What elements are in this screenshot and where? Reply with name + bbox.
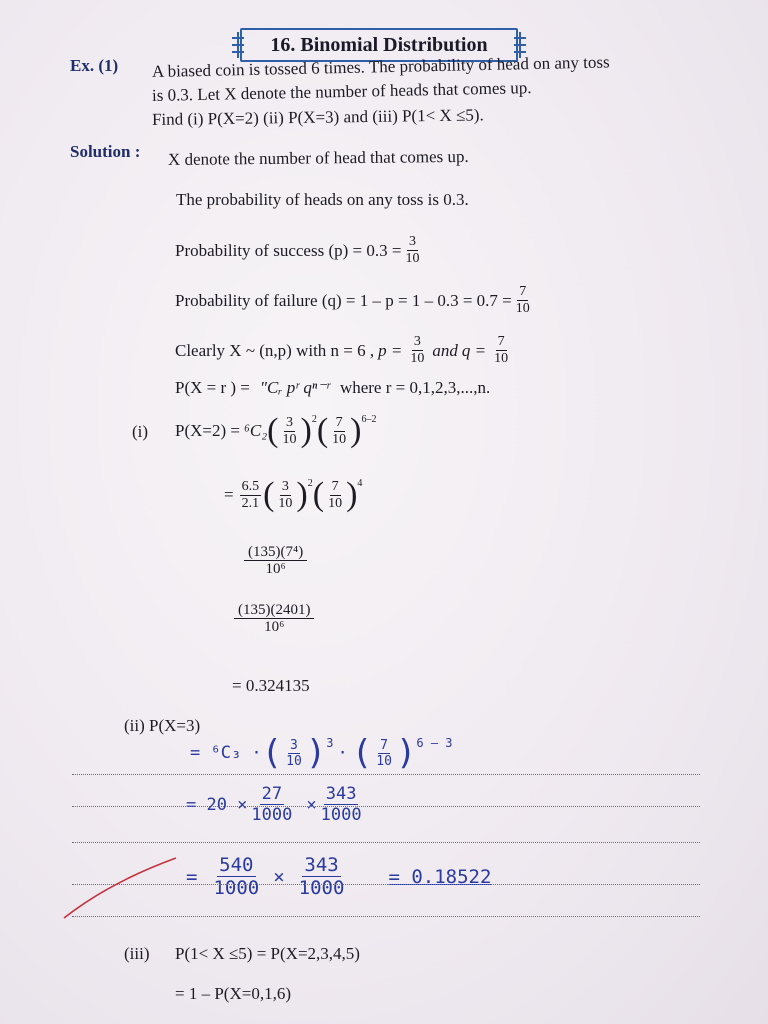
fraction-numerator: 3 [285, 414, 293, 430]
pmf-rhs: "Cᵣ pʳ qⁿ⁻ʳ [259, 378, 330, 397]
failure-text: Probability of failure (q) = 1 – p = 1 – 0.3 = 0.7 = [175, 290, 512, 310]
three-tenths-fraction [280, 415, 298, 448]
part-iii-line-1: P(1< X ≤5) = P(X=2,3,4,5) [175, 944, 360, 963]
fraction-numerator: 343 [325, 784, 357, 804]
fraction-denominator: 10⁶ [264, 619, 285, 635]
fraction-denominator: 1000 [320, 805, 362, 825]
fraction-denominator: 10 [494, 351, 509, 366]
hand-step-3-prefix: = [186, 865, 198, 888]
open-paren: ( [316, 412, 329, 449]
fraction-denominator: 10 [515, 301, 530, 316]
margin-check-mark [60, 852, 180, 922]
fraction-numerator: 6.5 [241, 478, 260, 494]
exponent: 2 [311, 414, 317, 425]
fraction-numerator: 7 [335, 414, 343, 430]
fraction-numerator: 3 [290, 737, 298, 753]
part-i-step-3 [242, 544, 309, 577]
hand-fraction [321, 784, 362, 825]
handwritten-step-2 [186, 784, 366, 825]
hand-fraction [251, 784, 292, 825]
clearly-text: Clearly X ~ (n,p) with n = 6 , [175, 340, 375, 360]
three-tenths-fraction [276, 479, 294, 512]
problem-line-1: A biased coin is tossed 6 times. The probability of head on any toss [151, 52, 610, 81]
failure-fraction [514, 284, 532, 317]
close-paren: ) [305, 733, 327, 773]
pmf-lhs: P(X = r ) = [175, 378, 250, 397]
fraction-numerator: 7 [331, 478, 339, 494]
fraction-numerator: 3 [408, 234, 416, 249]
p-fraction [408, 334, 426, 367]
fraction-numerator: 343 [304, 854, 339, 876]
fraction-numerator: (135)(2401) [234, 602, 314, 619]
failure-probability [175, 284, 534, 317]
solution-line-1: X denote the number of head that comes up. [167, 146, 469, 169]
exponent: 4 [357, 478, 363, 489]
fraction-denominator: 1000 [298, 877, 345, 899]
answer-line [72, 774, 700, 775]
hand-step-2-prefix: = 20 × [186, 794, 248, 815]
combination-fraction [240, 479, 262, 512]
dot-operator: · [337, 743, 348, 763]
exponent: 3 [326, 736, 334, 750]
fraction-numerator: 7 [497, 334, 505, 349]
open-paren: ( [261, 733, 283, 773]
success-fraction [403, 234, 421, 267]
success-probability [175, 234, 423, 267]
open-paren: ( [263, 476, 275, 513]
fraction-numerator: (135)(7⁴) [244, 544, 307, 561]
part-iii-label: (iii) [124, 944, 150, 963]
part-i-step-1 [175, 414, 376, 448]
times-operator: × [273, 865, 285, 888]
close-paren: ) [395, 733, 417, 773]
fraction-denominator: 10 [376, 753, 392, 769]
success-text: Probability of success (p) = 0.3 = [175, 240, 402, 260]
problem-line-2: is 0.3. Let X denote the number of heads that comes up. [151, 78, 532, 105]
fraction-denominator: 10 [286, 753, 302, 769]
pmf-formula [175, 378, 490, 398]
hand-fraction [299, 854, 345, 899]
part-i-lhs: P(X=2) = [175, 421, 240, 440]
answer-line [72, 806, 700, 807]
part-iii-line-2: = 1 – P(X=0,1,6) [175, 984, 291, 1003]
distribution-statement [175, 334, 512, 367]
hand-combination: = ⁶C₃ · [190, 743, 262, 763]
hand-three-tenths [286, 738, 302, 769]
fraction-numerator: 7 [519, 284, 527, 299]
pmf-where: where r = 0,1,2,3,...,n. [339, 378, 491, 397]
times-operator: × [306, 794, 317, 815]
exponent: 6 – 3 [416, 736, 453, 750]
fraction-numerator: 540 [219, 854, 254, 876]
fraction-denominator: 10 [282, 431, 297, 447]
seven-tenths-fraction [330, 415, 348, 448]
fraction-denominator: 10 [405, 251, 420, 266]
hand-seven-tenths [376, 738, 392, 769]
step-4-fraction [234, 602, 314, 635]
part-i-step-2 [224, 478, 362, 512]
fraction-denominator: 10 [332, 431, 347, 447]
solution-label: Solution : [70, 142, 141, 161]
step-3-fraction [244, 544, 307, 577]
fraction-numerator: 27 [261, 784, 283, 804]
q-fraction [492, 334, 510, 367]
close-paren: ) [300, 412, 312, 449]
exponent: 6–2 [361, 414, 377, 425]
fraction-denominator: 10 [328, 495, 343, 511]
close-paren: ) [350, 412, 362, 449]
exponent: 2 [307, 478, 313, 489]
problem-line-3: Find (i) P(X=2) (ii) P(X=3) and (iii) P(1< X ≤5). [151, 105, 484, 129]
part-i-result: = 0.324135 [232, 676, 310, 695]
fraction-denominator: 10 [410, 351, 425, 366]
open-paren: ( [267, 412, 279, 449]
fraction-numerator: 7 [380, 737, 388, 753]
handwritten-step-3 [186, 854, 491, 899]
hand-fraction [213, 854, 259, 899]
chapter-title: 16. Binomial Distribution [240, 28, 518, 62]
fraction-denominator: 1000 [251, 805, 293, 825]
open-paren: ( [351, 733, 373, 773]
solution-line-2: The probability of heads on any toss is 0.3. [176, 190, 469, 209]
hand-result: = 0.18522 [388, 865, 492, 888]
example-label: Ex. (1) [70, 56, 119, 75]
fraction-denominator: 2.1 [241, 495, 260, 511]
part-i-label: (i) [132, 422, 149, 441]
fraction-denominator: 10 [278, 495, 293, 511]
p-symbol: p = [378, 340, 403, 360]
seven-tenths-fraction [326, 479, 344, 512]
fraction-denominator: 10⁶ [265, 561, 286, 577]
part-i-step-4 [232, 602, 316, 635]
combination-6c2: ⁶C₂ [243, 421, 268, 440]
close-paren: ) [346, 476, 358, 513]
fraction-numerator: 3 [413, 334, 421, 349]
and-word: and [432, 340, 458, 360]
q-symbol: q = [461, 340, 487, 360]
answer-line [72, 842, 700, 843]
fraction-numerator: 3 [281, 478, 289, 494]
open-paren: ( [312, 476, 325, 513]
fraction-denominator: 1000 [213, 877, 260, 899]
handwritten-step-1 [190, 733, 453, 773]
part-ii-label: (ii) P(X=3) [124, 716, 201, 735]
equals-sign: = [224, 485, 234, 504]
close-paren: ) [296, 476, 308, 513]
